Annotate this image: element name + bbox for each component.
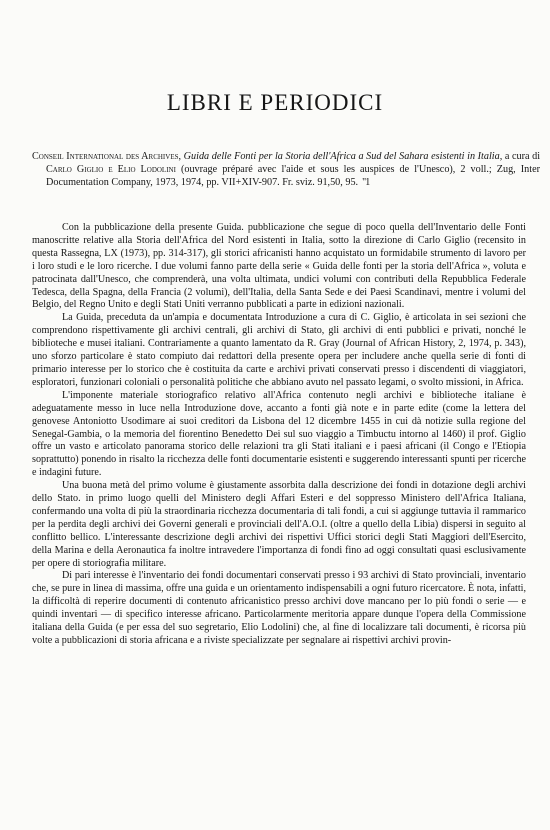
citation-editors: Carlo Giglio e Elio Lodolini bbox=[46, 163, 176, 175]
citation-title: Guida delle Fonti per la Storia dell'Africa a Sud del Sahara esistenti in Italia, bbox=[183, 151, 503, 162]
review-body bbox=[32, 222, 526, 648]
book-citation bbox=[32, 151, 540, 190]
paragraph: Con la pubblicazione della presente Guida. pubblicazione che segue di poco quella dell'Inventario delle Fonti manoscritte relative alla Storia dell'Africa del Nord esistenti in Italia, sotto la direzione di Carlo Giglio (recensito in questa Rassegna, LX (1973), pp. 314-317), gli storici africanisti hanno acquistato un formidabile strumento di lavoro per i loro studi e le loro ricerche. I due volumi fanno parte della serie « Guida delle fonti per la storia dell'Africa », voluta e patrocinata dall'Unesco, che comprenderà, una volta ultimata, undici volumi con contributi della Repubblica Federale Tedesca, della Spagna, della Francia (2 volumi), dell'Italia, della Santa Sede e dei Paesi Scandinavi, mentre i volumi del Belgio, del Regno Unito e degli Stati Uniti verranno pubblicati a parte in edizioni nazionali. bbox=[32, 222, 526, 311]
handwritten-mark: "1 bbox=[362, 176, 370, 188]
section-heading: LIBRI E PERIODICI bbox=[166, 90, 384, 115]
citation-publication-details: (ouvrage préparé avec l'aide et sous les auspices de l'Unesco), 2 voll.; Zug, Inter Documentation Company, 1973, 1974, pp. VII+XIV-907. Fr. sviz. 91,50, 95. bbox=[46, 163, 540, 188]
citation-author: Conseil International des Archives, bbox=[32, 151, 182, 162]
paragraph: L'imponente materiale storiografico relativo all'Africa contenuto negli archivi e biblioteche italiane è adeguatamente messo in luce nella Introduzione dove, accanto a fonti già note e in parte edite (come la lettera del genovese Antoniotto Usodimare ai suoi creditori da Lisbona del 12 dicembre 1455 in cui dà notizie sulla regione del Senegal-Gambia, o la memoria del fiorentino Benedetto Dei sul suo viaggio a Timbuctu intorno al 1460) il prof. Giglio offre un vasto e articolato panorama storico delle relazioni tra gli Stati italiani e i paesi africani (il Congo e l'Etiopia soprattutto) ponendo in risalto la ricchezza delle fonti documentarie esistenti e suggerendo interessanti spunti per ricerche e indagini future. bbox=[32, 389, 526, 479]
paragraph: Di pari interesse è l'inventario dei fondi documentari conservati presso i 93 archivi di Stato provinciali, inventario che, se pure in linea di massima, offre una guida e un orientamento indispensabili a ogni futuro ricercatore. È nota, infatti, la difficoltà di reperire documenti di contenuto africanistico presso archivi dove mancano per lo più fondi o serie — e quindi inventari — di specifico interesse africano. Particolarmente meritoria appare dunque l'opera della Commissione italiana della Guida (e per essa del suo segretario, Elio Lodolini) che, al fine di localizzare tali documenti, è ricorsa più volte a pubblicazioni di storia africana e a riviste specializzate per segnalare ai rispettivi archivi provin- bbox=[32, 570, 526, 646]
paragraph: Una buona metà del primo volume è giustamente assorbita dalla descrizione dei fondi in dotazione degli archivi dello Stato. in primo luogo quelli del Ministero degli Affari Esteri e del soppresso Ministero dell'Africa Italiana, confermando una volta di più la straordinaria ricchezza documentaria di tali fondi, a cui si aggiunge tuttavia il rammarico per la perdita degli archivi dei Governi generali e provinciali dell'A.O.I. (oltre a quello della Libia) dispersi in seguito al conflitto bellico. L'interessante descrizione degli archivi dei rispettivi Uffici storici degli Stati Maggiori dell'Esercito, della Marina e della Aeronautica fa inoltre intravedere l'importanza di fondi fino ad oggi consultati quasi esclusivamente per opere di storiografia militare. bbox=[32, 480, 526, 569]
citation-editors-lead: a cura di bbox=[504, 151, 541, 162]
paragraph: La Guida, preceduta da un'ampia e documentata Introduzione a cura di C. Giglio, è articolata in sei sezioni che comprendono rispettivamente gli archivi centrali, gli archivi di Stato, gli archivi di enti pubblici e privati, nonché le biblioteche e musei italiani. Contrariamente a quanto lamentato da R. Gray (Journal of African History, 2, 1974, p. 343), uno sforzo particolare è stato compiuto dai redattori della presente opera per includere anche quella serie di fonti di primario interesse per lo storico che è costituita da carte e archivi privati conservati presso i discendenti di viaggiatori, esploratori, funzionari coloniali o personalità politiche che abbiano avuto nel passato legami, o svolto missioni, in Africa. bbox=[32, 312, 526, 388]
